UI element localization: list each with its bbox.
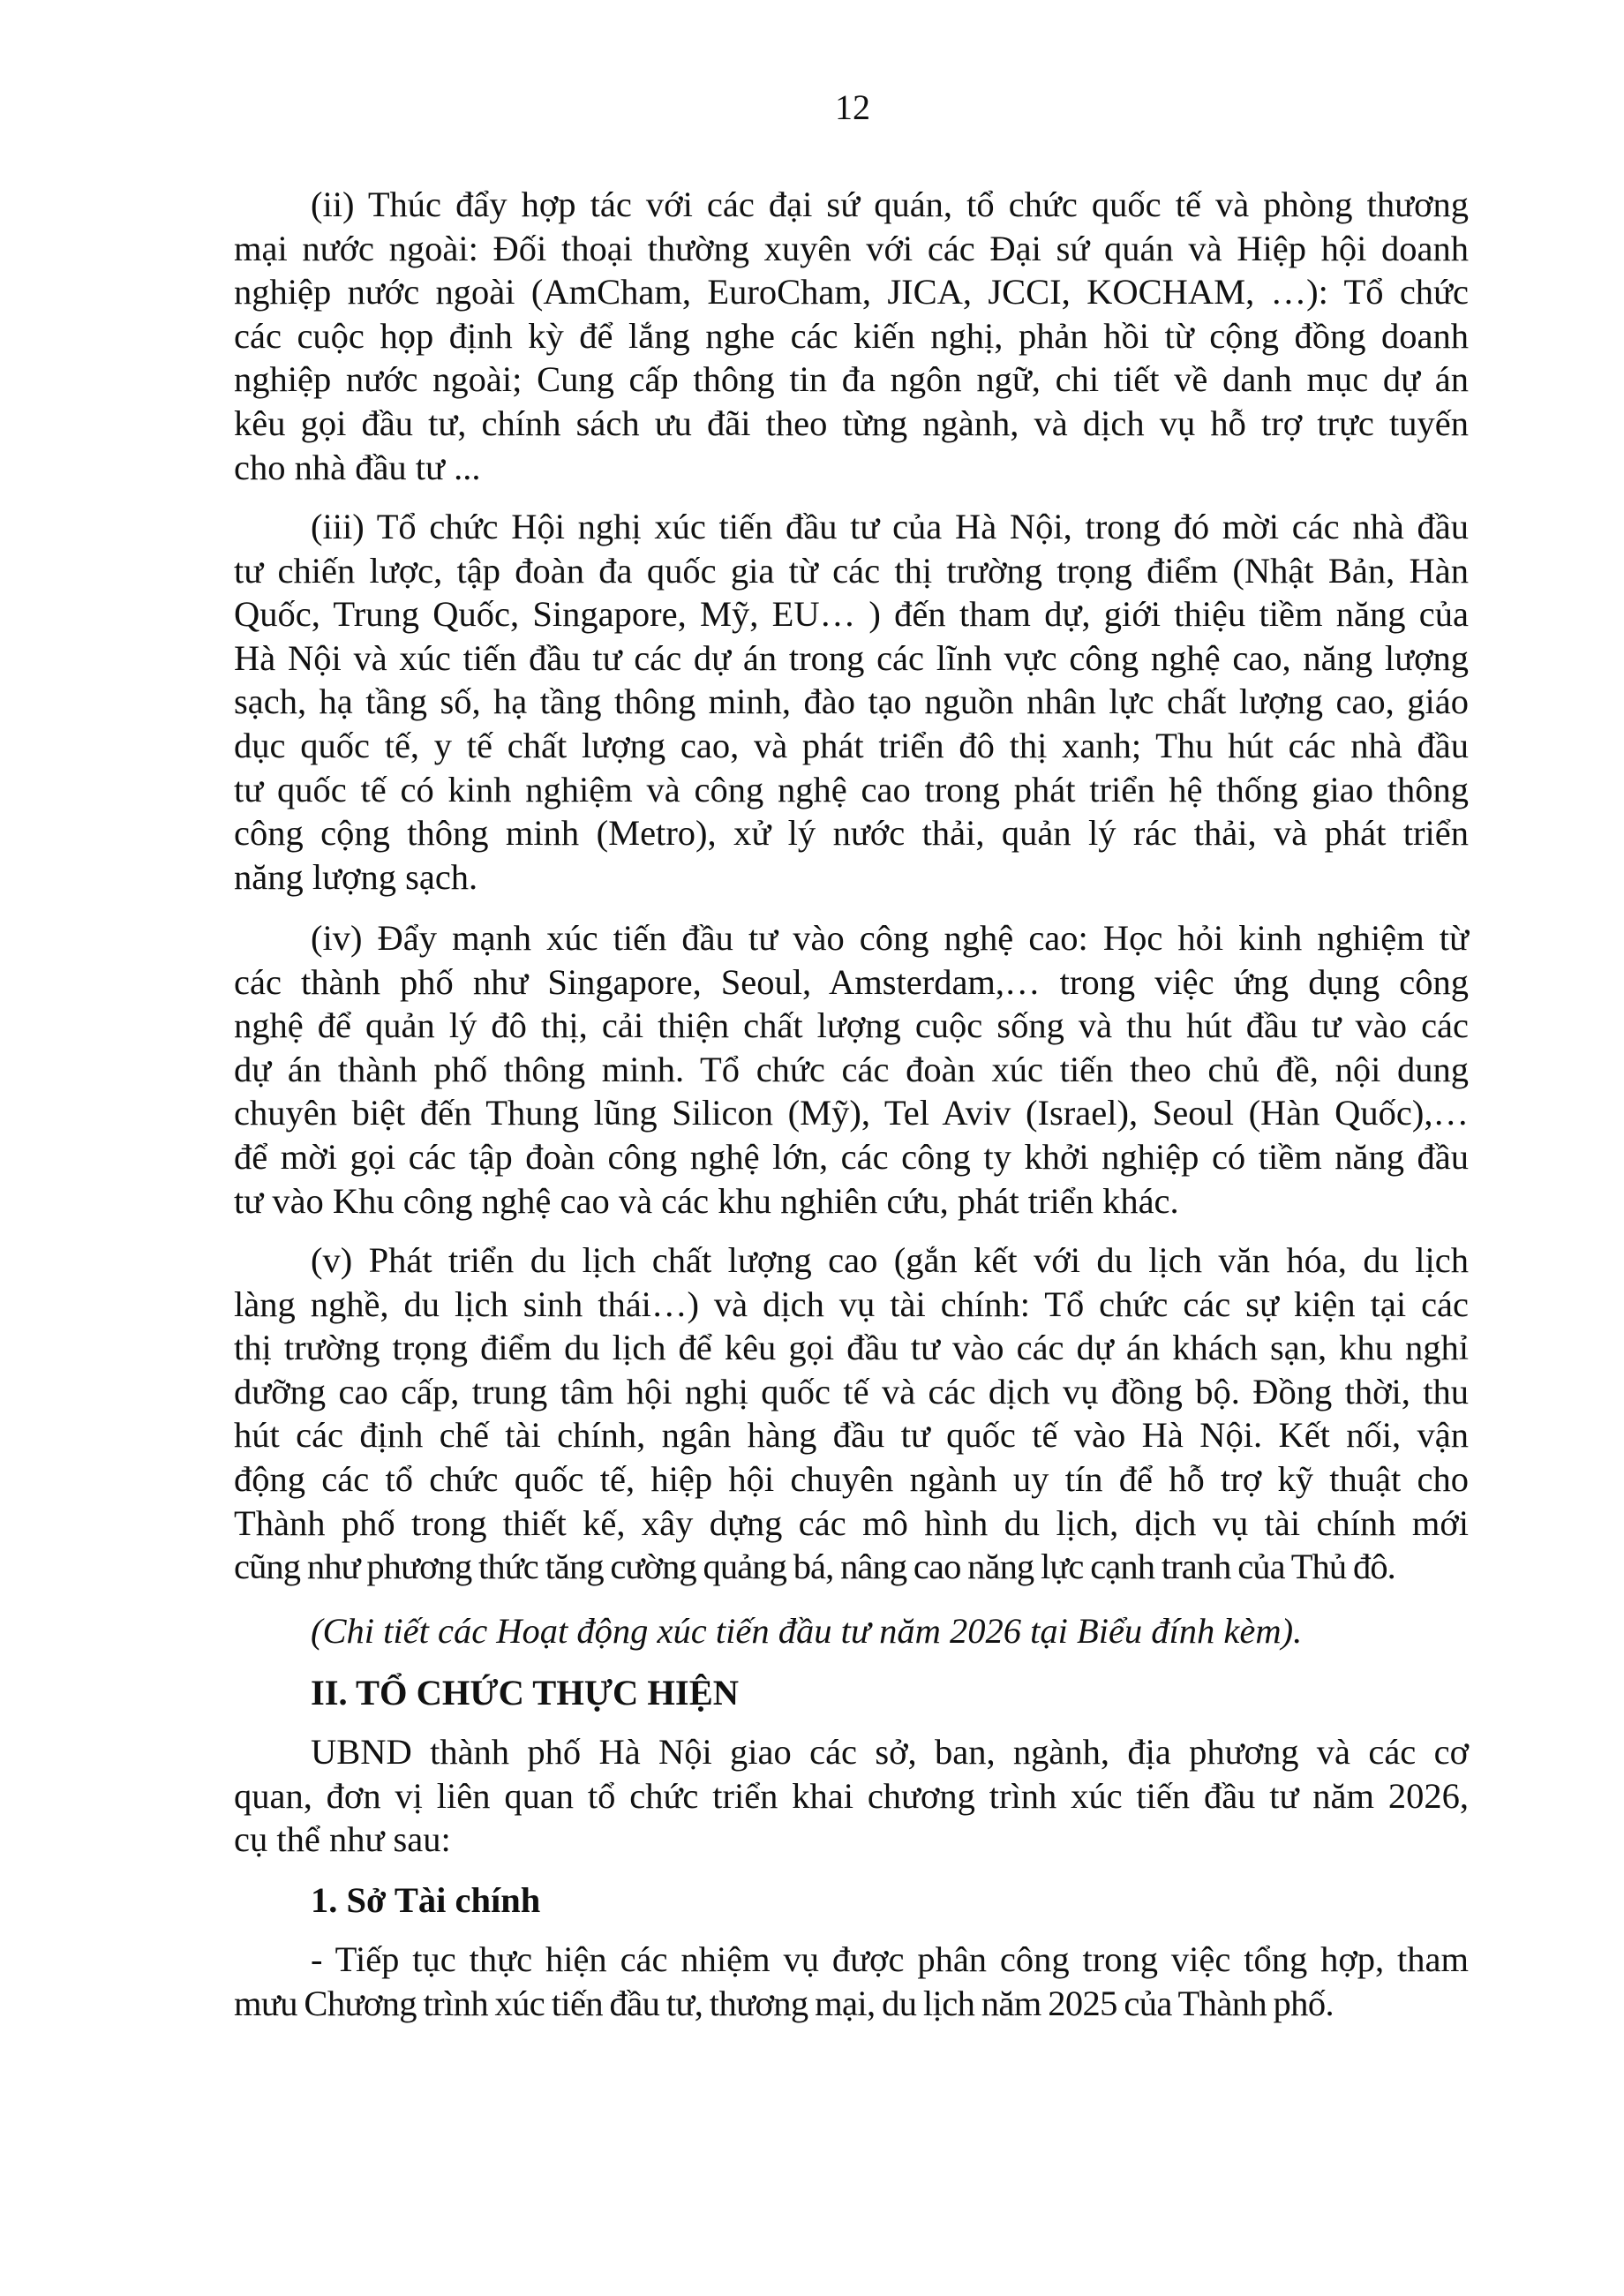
paragraph-iii — [234, 505, 1469, 899]
text-line: tư vào Khu công nghệ cao và các khu nghiên cứu, phát triển khác. — [234, 1180, 1179, 1221]
section-heading-ii — [234, 1671, 1469, 1715]
text-line: Hà Nội và xúc tiến đầu tư các dự án trong các lĩnh vực công nghệ cao, năng lượng — [234, 637, 1469, 678]
text-line: hút các định chế tài chính, ngân hàng đầu tư quốc tế vào Hà Nội. Kết nối, vận — [234, 1415, 1469, 1456]
text-line: dưỡng cao cấp, trung tâm hội nghị quốc tế và các dịch vụ đồng bộ. Đồng thời, thu — [234, 1371, 1469, 1411]
paragraph-so-tai-chinh — [234, 1938, 1469, 2025]
text-line: các cuộc họp định kỳ để lắng nghe các kiến nghị, phản hồi từ cộng đồng doanh — [234, 315, 1469, 356]
text-line: cụ thể như sau: — [234, 1819, 451, 1860]
text-line: II. TỔ CHỨC THỰC HIỆN — [311, 1673, 739, 1713]
text-line: Thành phố trong thiết kế, xây dựng các mô hình du lịch, dịch vụ tài chính mới — [234, 1502, 1469, 1543]
paragraph-v — [234, 1238, 1469, 1589]
text-line: tư quốc tế có kinh nghiệm và công nghệ cao trong phát triển hệ thống giao thông — [234, 769, 1469, 809]
text-line: động các tổ chức quốc tế, hiệp hội chuyên ngành uy tín để hỗ trợ kỹ thuật cho — [234, 1458, 1469, 1499]
paragraph-ii — [234, 183, 1469, 489]
text-line: các thành phố như Singapore, Seoul, Amsterdam,… trong việc ứng dụng công — [234, 961, 1469, 1002]
subheading-so-tai-chinh — [234, 1878, 1469, 1923]
text-line: cho nhà đầu tư ... — [234, 447, 481, 487]
text-line: nghiệp nước ngoài (AmCham, EuroCham, JICA, JCCI, KOCHAM, …): Tổ chức — [234, 272, 1469, 312]
text-line: 1. Sở Tài chính — [311, 1880, 541, 1920]
paragraph-assignment — [234, 1730, 1469, 1862]
text-line: chuyên biệt đến Thung lũng Silicon (Mỹ), Tel Aviv (Israel), Seoul (Hàn Quốc),… — [234, 1093, 1469, 1133]
text-line: dự án thành phố thông minh. Tổ chức các đoàn xúc tiến theo chủ đề, nội dung — [234, 1049, 1469, 1089]
text-line: mại nước ngoài: Đối thoại thường xuyên với các Đại sứ quán và Hiệp hội doanh — [234, 228, 1469, 268]
text-line: (ii) Thúc đẩy hợp tác với các đại sứ quán, tổ chức quốc tế và phòng thương — [311, 184, 1469, 224]
text-line: sạch, hạ tầng số, hạ tầng thông minh, đào tạo nguồn nhân lực chất lượng cao, giáo — [234, 681, 1469, 722]
text-line: làng nghề, du lịch sinh thái…) và dịch vụ tài chính: Tổ chức các sự kiện tại các — [234, 1284, 1469, 1324]
text-line: - Tiếp tục thực hiện các nhiệm vụ được phân công trong việc tổng hợp, tham — [311, 1939, 1469, 1979]
text-line: (iv) Đẩy mạnh xúc tiến đầu tư vào công nghệ cao: Học hỏi kinh nghiệm từ — [311, 918, 1469, 958]
paragraph-iv — [234, 916, 1469, 1223]
text-line: mưu Chương trình xúc tiến đầu tư, thương mại, du lịch năm 2025 của Thành phố. — [234, 1983, 1335, 2023]
text-line: nghiệp nước ngoài; Cung cấp thông tin đa ngôn ngữ, chi tiết về danh mục dự án — [234, 359, 1469, 400]
text-line: quan, đơn vị liên quan tổ chức triển khai chương trình xúc tiến đầu tư năm 2026, — [234, 1775, 1469, 1816]
text-line: thị trường trọng điểm du lịch để kêu gọi đầu tư vào các dự án khách sạn, khu nghỉ — [234, 1328, 1469, 1368]
text-line: kêu gọi đầu tư, chính sách ưu đãi theo từng ngành, và dịch vụ hỗ trợ trực tuyến — [234, 403, 1469, 443]
text-line: (v) Phát triển du lịch chất lượng cao (gắn kết với du lịch văn hóa, du lịch — [311, 1240, 1469, 1280]
text-line: công cộng thông minh (Metro), xử lý nước thải, quản lý rác thải, và phát triển — [234, 813, 1469, 854]
text-line: nghệ để quản lý đô thị, cải thiện chất lượng cuộc sống và thu hút đầu tư vào các — [234, 1005, 1469, 1046]
text-line: năng lượng sạch. — [234, 856, 478, 897]
text-line: cũng như phương thức tăng cường quảng bá, nâng cao năng lực cạnh tranh của Thủ đô. — [234, 1547, 1395, 1587]
text-line: tư chiến lược, tập đoàn đa quốc gia từ các thị trường trọng điểm (Nhật Bản, Hàn — [234, 550, 1469, 591]
page-number: 12 — [835, 87, 870, 127]
appendix-note — [234, 1609, 1469, 1653]
text-line: (Chi tiết các Hoạt động xúc tiến đầu tư năm 2026 tại Biểu đính kèm). — [311, 1611, 1303, 1651]
text-line: để mời gọi các tập đoàn công nghệ lớn, các công ty khởi nghiệp có tiềm năng đầu — [234, 1136, 1469, 1177]
text-line: dục quốc tế, y tế chất lượng cao, và phát triển đô thị xanh; Thu hút các nhà đầu — [234, 725, 1469, 765]
text-line: Quốc, Trung Quốc, Singapore, Mỹ, EU… ) đến tham dự, giới thiệu tiềm năng của — [234, 594, 1469, 635]
text-line: UBND thành phố Hà Nội giao các sở, ban, ngành, địa phương và các cơ — [311, 1732, 1469, 1772]
text-line: (iii) Tổ chức Hội nghị xúc tiến đầu tư của Hà Nội, trong đó mời các nhà đầu — [311, 507, 1469, 546]
